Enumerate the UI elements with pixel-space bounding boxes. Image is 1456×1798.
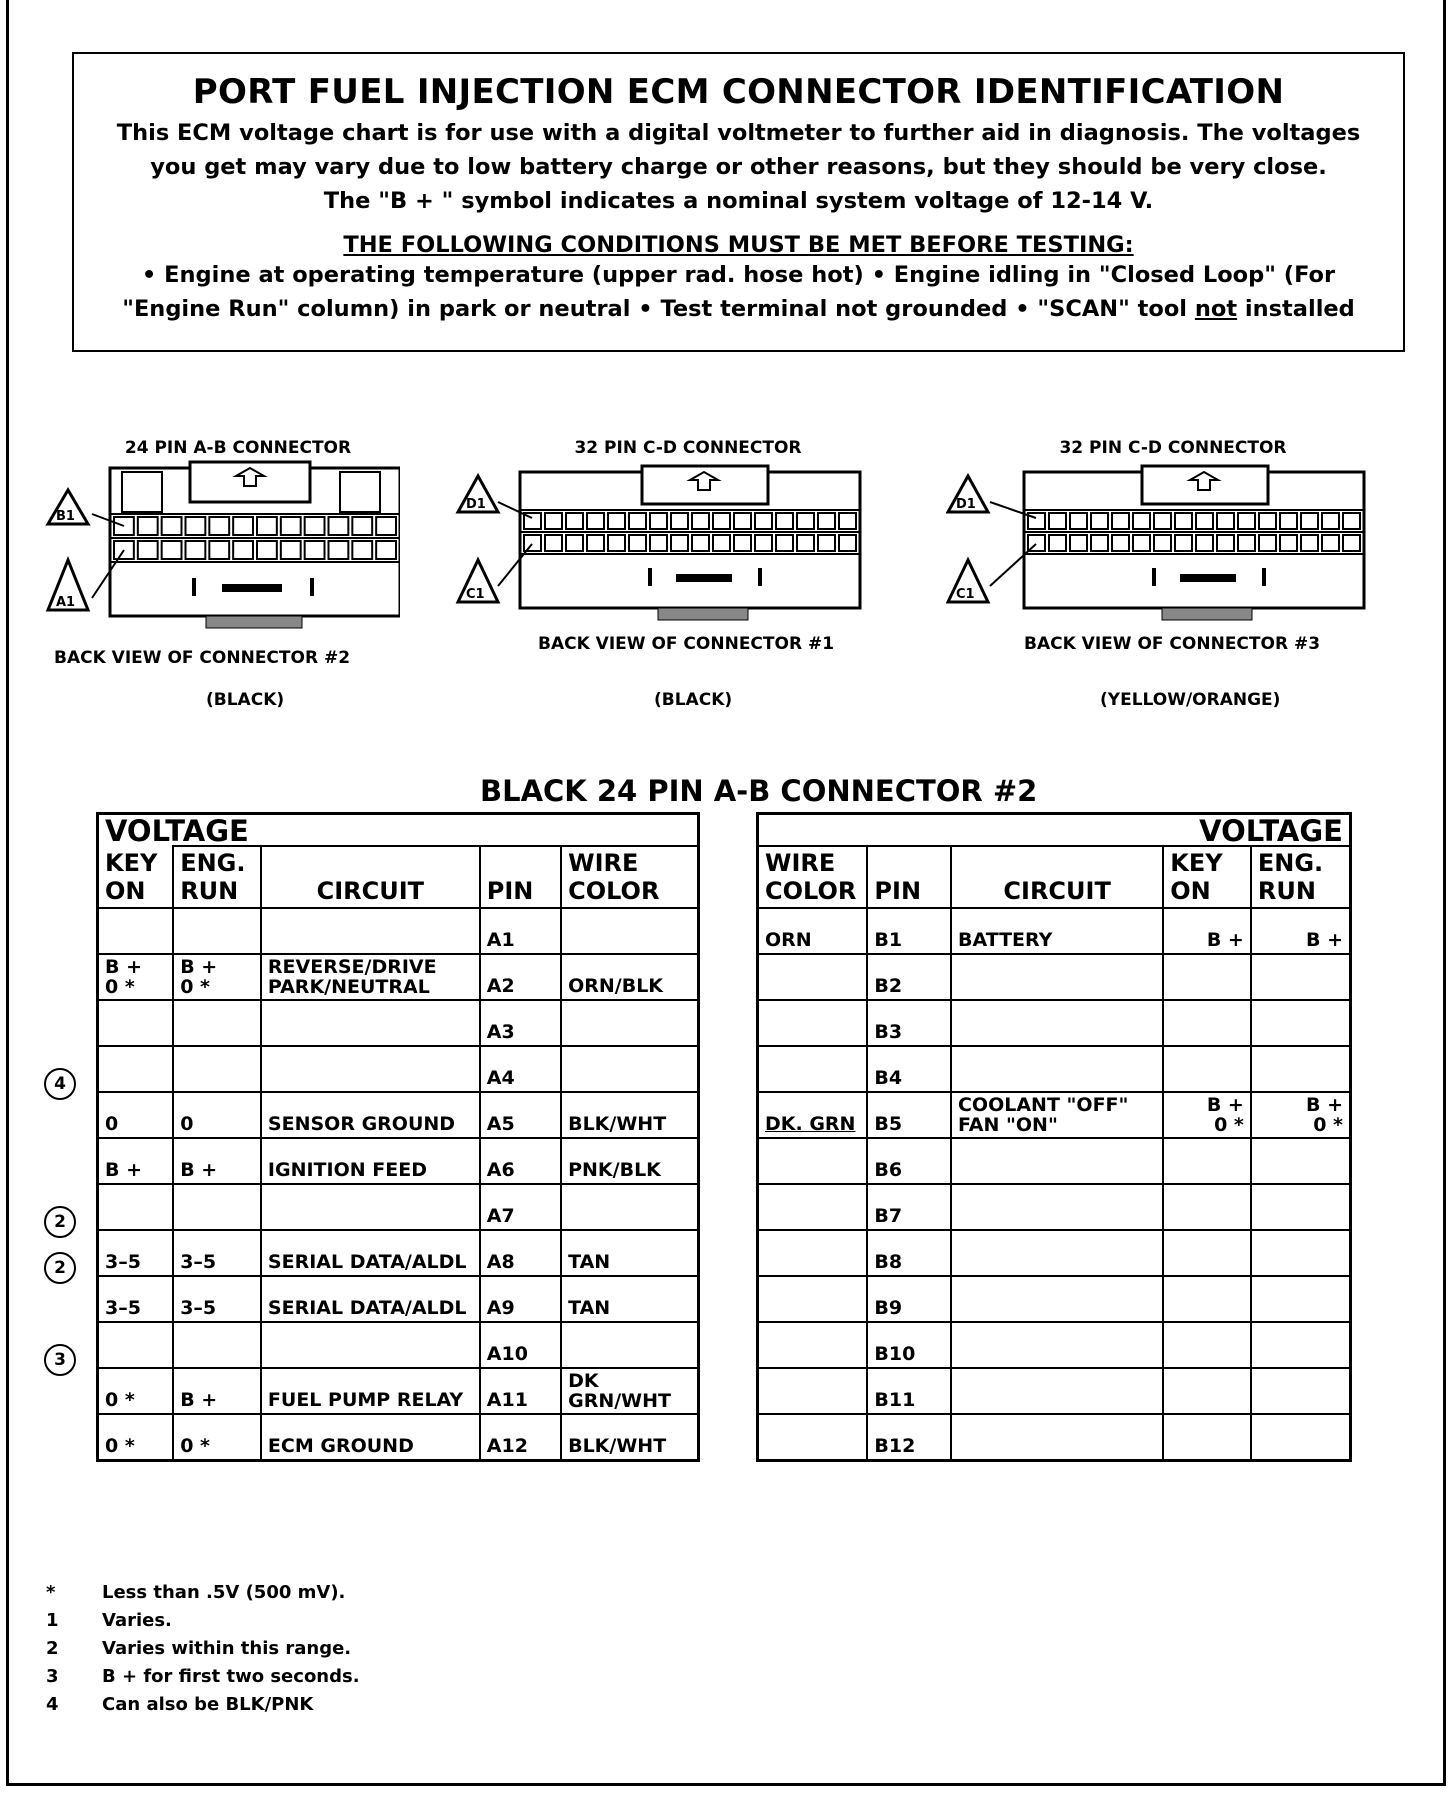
circuit-cell (951, 954, 1163, 1000)
pin-cell: A6 (480, 1138, 561, 1184)
pin-cell (1091, 535, 1108, 551)
circuit-cell: REVERSE/DRIVE PARK/NEUTRAL (261, 954, 480, 1000)
footnote-text: Varies. (102, 1610, 172, 1631)
pin-cell: A5 (480, 1092, 561, 1138)
key-on-cell (98, 908, 174, 954)
pin-cell (650, 513, 667, 529)
voltage-header: VOLTAGE (758, 814, 1351, 847)
eng-run-cell (1251, 1138, 1351, 1184)
pin-cell (734, 535, 751, 551)
conditions-line: • Engine at operating temperature (upper rad. hose hot) • Engine idling in "Closed Loop" (For (141, 262, 1336, 288)
pin-cell: B5 (867, 1092, 951, 1138)
table-row (98, 1322, 699, 1368)
pin-cell (329, 541, 349, 559)
table-row (98, 954, 699, 1000)
intro-line: you get may vary due to low battery charge or other reasons, but they should be very close. (150, 154, 1327, 180)
pin-cell (1070, 513, 1087, 529)
key-on-cell: 3–5 (98, 1230, 174, 1276)
circuit-cell (261, 1046, 480, 1092)
wire-cell (758, 1414, 868, 1461)
circuit-cell (951, 1276, 1163, 1322)
eng-run-cell (173, 1046, 261, 1092)
pin-cell (1343, 535, 1360, 551)
pin-cell (1301, 513, 1318, 529)
connector-color-label: (BLACK) (206, 690, 285, 710)
footnote-key: 1 (46, 1610, 59, 1631)
key-on-cell: B + 0 * (98, 954, 174, 1000)
pin-cell (1049, 513, 1066, 529)
pin-cell: A8 (480, 1230, 561, 1276)
key-on-cell (1163, 1414, 1251, 1461)
footnote (40, 1638, 360, 1666)
pin-cell (755, 535, 772, 551)
wire-cell: DK GRN/WHT (561, 1368, 698, 1414)
circuit-cell (261, 1322, 480, 1368)
table-row (758, 1414, 1351, 1461)
wire-cell (561, 1184, 698, 1230)
pin-cell (1217, 535, 1234, 551)
eng-run-cell: 0 (173, 1092, 261, 1138)
pin-cell (1280, 513, 1297, 529)
pin-cell (329, 517, 349, 535)
key-on-cell (1163, 1276, 1251, 1322)
footnote (40, 1694, 360, 1722)
table-row (98, 1414, 699, 1461)
key-on-cell (1163, 1046, 1251, 1092)
table-row (98, 1000, 699, 1046)
pin-cell (776, 535, 793, 551)
table-row (758, 1184, 1351, 1230)
pin-cell (233, 517, 253, 535)
wire-cell: TAN (561, 1276, 698, 1322)
wire-cell (561, 1046, 698, 1092)
pin-cell (376, 517, 396, 535)
table-row (758, 1276, 1351, 1322)
circuit-cell (261, 1184, 480, 1230)
key-on-cell: B + 0 * (1163, 1092, 1251, 1138)
eng-run-cell: B + (173, 1138, 261, 1184)
wire-cell (758, 1000, 868, 1046)
pin-cell (1280, 535, 1297, 551)
right-pin-table (756, 812, 1352, 1462)
pin-cell (818, 513, 835, 529)
pin-cell (1301, 535, 1318, 551)
pin-cell (524, 535, 541, 551)
pin-cell (839, 513, 856, 529)
pin-cell (305, 517, 325, 535)
footnote-key: 2 (46, 1638, 59, 1659)
key-on-cell: B + (98, 1138, 174, 1184)
pin-cell (1091, 513, 1108, 529)
pin-cell: B6 (867, 1138, 951, 1184)
wire-cell: PNK/BLK (561, 1138, 698, 1184)
eng-run-header: ENG. RUN (173, 846, 261, 908)
key-on-cell (1163, 1138, 1251, 1184)
wire-cell (758, 1046, 868, 1092)
pin-cell: B11 (867, 1368, 951, 1414)
connector-title: 24 PIN A-B CONNECTOR (124, 438, 352, 458)
pin-cell: A2 (480, 954, 561, 1000)
table-row (758, 1000, 1351, 1046)
circuit-cell (951, 1368, 1163, 1414)
pin-cell (839, 535, 856, 551)
pin-cell (608, 535, 625, 551)
pin-header: PIN (867, 846, 951, 908)
pin-cell (1238, 513, 1255, 529)
table-row (98, 1368, 699, 1414)
connector-color-label: (BLACK) (654, 690, 733, 710)
key-on-cell: 0 * (98, 1368, 174, 1414)
wire-color-header: WIRE COLOR (758, 846, 868, 908)
circuit-cell: SERIAL DATA/ALDL (261, 1230, 480, 1276)
pin-cell (776, 513, 793, 529)
pin-cell (162, 517, 182, 535)
footnote-key: * (46, 1582, 56, 1603)
footnote (40, 1582, 360, 1610)
pin-label-top: B1 (56, 509, 75, 524)
eng-run-cell (173, 1322, 261, 1368)
table-row (98, 1276, 699, 1322)
connector-color-label: (YELLOW/ORANGE) (1100, 690, 1281, 710)
footnote-key: 3 (46, 1666, 59, 1687)
pin-cell (1133, 513, 1150, 529)
circuit-cell (951, 1184, 1163, 1230)
pin-cell (692, 513, 709, 529)
pin-cell (376, 541, 396, 559)
footnote-text: Less than .5V (500 mV). (102, 1582, 346, 1603)
pin-cell (1322, 513, 1339, 529)
pin-cell (1175, 535, 1192, 551)
pin-cell: A11 (480, 1368, 561, 1414)
key-on-header: KEY ON (1163, 846, 1251, 908)
pin-cell (1217, 513, 1234, 529)
footnote-text: Varies within this range. (102, 1638, 352, 1659)
eng-run-cell: B + 0 * (173, 954, 261, 1000)
pin-cell (587, 513, 604, 529)
wire-cell (561, 1000, 698, 1046)
pin-cell (186, 541, 206, 559)
pin-cell (734, 513, 751, 529)
wire-cell: BLK/WHT (561, 1092, 698, 1138)
pin-label-top: D1 (466, 497, 486, 512)
note-circle: 4 (44, 1068, 76, 1100)
key-on-cell: 3–5 (98, 1276, 174, 1322)
pin-cell (713, 535, 730, 551)
wire-cell: ORN (758, 908, 868, 954)
note-circle: 2 (44, 1252, 76, 1284)
table-row (758, 1368, 1351, 1414)
note-circle: 3 (44, 1344, 76, 1376)
pin-cell (257, 517, 277, 535)
circuit-cell: SENSOR GROUND (261, 1092, 480, 1138)
wire-cell (561, 1322, 698, 1368)
circuit-cell: BATTERY (951, 908, 1163, 954)
pin-cell (566, 535, 583, 551)
conditions-title: THE FOLLOWING CONDITIONS MUST BE MET BEFORE TESTING: (343, 232, 1134, 258)
table-row (758, 908, 1351, 954)
key-on-cell (98, 1184, 174, 1230)
pin-cell (257, 541, 277, 559)
wire-cell: BLK/WHT (561, 1414, 698, 1461)
eng-run-cell: B + (173, 1368, 261, 1414)
circuit-cell (951, 1138, 1163, 1184)
eng-run-cell (1251, 1230, 1351, 1276)
pin-cell (1259, 535, 1276, 551)
wire-cell (758, 1276, 868, 1322)
pin-cell (209, 517, 229, 535)
circuit-cell (951, 1414, 1163, 1461)
eng-run-cell: 0 * (173, 1414, 261, 1461)
wire-cell (758, 954, 868, 1000)
footnotes (40, 1582, 360, 1722)
page-title: PORT FUEL INJECTION ECM CONNECTOR IDENTIFICATION (192, 72, 1285, 112)
pin-cell (1343, 513, 1360, 529)
connector-view-label: BACK VIEW OF CONNECTOR #1 (538, 634, 835, 654)
circuit-header: CIRCUIT (951, 846, 1163, 908)
pin-cell (352, 517, 372, 535)
pin-cell (352, 541, 372, 559)
pin-cell: A10 (480, 1322, 561, 1368)
pin-cell (1238, 535, 1255, 551)
key-on-cell (1163, 954, 1251, 1000)
pin-cell (671, 535, 688, 551)
wire-color-header: WIRE COLOR (561, 846, 698, 908)
pin-cell: B12 (867, 1414, 951, 1461)
pin-cell (1154, 513, 1171, 529)
circuit-cell (261, 1000, 480, 1046)
key-on-cell (98, 1322, 174, 1368)
intro-line: This ECM voltage chart is for use with a digital voltmeter to further aid in diagnosis. The voltages (116, 120, 1361, 146)
pin-cell (186, 517, 206, 535)
key-on-cell (1163, 1230, 1251, 1276)
pin-cell (692, 535, 709, 551)
key-on-header: KEY ON (98, 846, 174, 908)
eng-run-cell: B + 0 * (1251, 1092, 1351, 1138)
key-on-cell (1163, 1322, 1251, 1368)
pin-cell (1070, 535, 1087, 551)
eng-run-cell (1251, 1046, 1351, 1092)
pin-cell (281, 541, 301, 559)
key-on-cell (98, 1046, 174, 1092)
eng-run-cell (1251, 1184, 1351, 1230)
footnote (40, 1610, 360, 1638)
pin-cell (797, 513, 814, 529)
pin-cell (629, 535, 646, 551)
eng-run-cell (173, 1000, 261, 1046)
footnote-text: B + for first two seconds. (102, 1666, 360, 1687)
pin-cell (713, 513, 730, 529)
note-circle: 2 (44, 1206, 76, 1238)
key-on-cell (1163, 1000, 1251, 1046)
wire-cell: ORN/BLK (561, 954, 698, 1000)
pin-cell: B3 (867, 1000, 951, 1046)
pin-label-bottom: C1 (956, 587, 975, 602)
pin-cell (138, 541, 158, 559)
pin-cell (281, 517, 301, 535)
pin-cell: B9 (867, 1276, 951, 1322)
circuit-cell (261, 908, 480, 954)
wire-cell (758, 1184, 868, 1230)
pin-cell (1133, 535, 1150, 551)
circuit-cell: COOLANT "OFF" FAN "ON" (951, 1092, 1163, 1138)
circuit-cell (951, 1046, 1163, 1092)
table-row (98, 1184, 699, 1230)
key-on-cell (1163, 1184, 1251, 1230)
pin-cell: B1 (867, 908, 951, 954)
pin-cell (797, 535, 814, 551)
pin-cell (1175, 513, 1192, 529)
pin-cell: B2 (867, 954, 951, 1000)
pin-cell (671, 513, 688, 529)
eng-run-cell (1251, 1368, 1351, 1414)
eng-run-cell (173, 1184, 261, 1230)
pin-cell (1196, 513, 1213, 529)
circuit-cell: ECM GROUND (261, 1414, 480, 1461)
wire-cell (561, 908, 698, 954)
eng-run-cell (1251, 1000, 1351, 1046)
key-on-cell: 0 * (98, 1414, 174, 1461)
table-row (758, 1230, 1351, 1276)
eng-run-cell: 3–5 (173, 1276, 261, 1322)
pin-cell (305, 541, 325, 559)
key-on-cell (1163, 1368, 1251, 1414)
pin-cell: A4 (480, 1046, 561, 1092)
eng-run-header: ENG. RUN (1251, 846, 1351, 908)
circuit-cell (951, 1000, 1163, 1046)
wire-cell (758, 1368, 868, 1414)
pin-cell (209, 541, 229, 559)
footnote (40, 1666, 360, 1694)
wire-cell (758, 1322, 868, 1368)
connector-2-diagram (40, 432, 400, 732)
connector-3-diagram (946, 432, 1416, 732)
key-on-cell: 0 (98, 1092, 174, 1138)
connector-view-label: BACK VIEW OF CONNECTOR #2 (54, 648, 351, 668)
pin-cell: B4 (867, 1046, 951, 1092)
wire-cell (758, 1138, 868, 1184)
connector-title: 32 PIN C-D CONNECTOR (1059, 438, 1287, 458)
connector-1-drawing (448, 432, 868, 632)
intro-line: The "B + " symbol indicates a nominal system voltage of 12-14 V. (323, 188, 1154, 214)
pin-cell (629, 513, 646, 529)
circuit-cell: SERIAL DATA/ALDL (261, 1276, 480, 1322)
pin-cell (1049, 535, 1066, 551)
eng-run-cell (1251, 1322, 1351, 1368)
pin-cell (608, 513, 625, 529)
connector-view-label: BACK VIEW OF CONNECTOR #3 (1024, 634, 1321, 654)
pin-cell (818, 535, 835, 551)
pin-cell: A7 (480, 1184, 561, 1230)
pin-cell: A9 (480, 1276, 561, 1322)
pin-cell: B8 (867, 1230, 951, 1276)
pin-cell: B7 (867, 1184, 951, 1230)
eng-run-cell (1251, 954, 1351, 1000)
pin-cell: B10 (867, 1322, 951, 1368)
table-row (98, 1230, 699, 1276)
pin-cell (650, 535, 667, 551)
table-row (98, 1092, 699, 1138)
connector-1-diagram (448, 432, 868, 732)
eng-run-cell (1251, 1414, 1351, 1461)
pin-header: PIN (480, 846, 561, 908)
table-row (758, 1046, 1351, 1092)
footnote-text: Can also be BLK/PNK (102, 1694, 314, 1715)
pin-cell (1112, 535, 1129, 551)
pin-cell (587, 535, 604, 551)
eng-run-cell: 3–5 (173, 1230, 261, 1276)
voltage-header: VOLTAGE (105, 814, 249, 848)
wire-cell: TAN (561, 1230, 698, 1276)
pin-cell: A12 (480, 1414, 561, 1461)
pin-cell (162, 541, 182, 559)
eng-run-cell (1251, 1276, 1351, 1322)
pin-cell: A3 (480, 1000, 561, 1046)
table-row (98, 1046, 699, 1092)
pin-cell (755, 513, 772, 529)
table-row (758, 954, 1351, 1000)
left-pin-table (96, 812, 700, 1462)
wire-cell (758, 1230, 868, 1276)
pin-label-bottom: A1 (56, 595, 76, 610)
pin-label-top: D1 (956, 497, 976, 512)
connector-title: 32 PIN C-D CONNECTOR (574, 438, 802, 458)
pin-cell (1154, 535, 1171, 551)
table-row (758, 1322, 1351, 1368)
pin-cell (1322, 535, 1339, 551)
eng-run-cell (173, 908, 261, 954)
circuit-cell: FUEL PUMP RELAY (261, 1368, 480, 1414)
wire-cell: DK. GRN (758, 1092, 868, 1138)
connector-3-drawing (946, 432, 1416, 632)
connector-2-drawing (40, 432, 400, 632)
intro-text (74, 116, 1403, 218)
pin-cell (545, 535, 562, 551)
key-on-cell: B + (1163, 908, 1251, 954)
table-row (98, 908, 699, 954)
header-box (72, 52, 1405, 352)
pin-cell (138, 517, 158, 535)
table-row (758, 1092, 1351, 1138)
pin-label-bottom: C1 (466, 587, 485, 602)
pin-cell: A1 (480, 908, 561, 954)
table-title: BLACK 24 PIN A-B CONNECTOR #2 (480, 774, 1038, 808)
conditions-line: "Engine Run" column) in park or neutral • Test terminal not grounded • "SCAN" tool not installed (122, 296, 1355, 322)
circuit-header: CIRCUIT (261, 846, 480, 908)
circuit-cell (951, 1230, 1163, 1276)
circuit-cell (951, 1322, 1163, 1368)
pin-cell (1112, 513, 1129, 529)
table-row (758, 1138, 1351, 1184)
pin-cell (1196, 535, 1213, 551)
pin-cell (566, 513, 583, 529)
eng-run-cell: B + (1251, 908, 1351, 954)
key-on-cell (98, 1000, 174, 1046)
table-row (98, 1138, 699, 1184)
pin-cell (233, 541, 253, 559)
circuit-cell: IGNITION FEED (261, 1138, 480, 1184)
footnote-key: 4 (46, 1694, 59, 1715)
conditions-text (74, 258, 1403, 326)
pin-cell (1259, 513, 1276, 529)
pin-cell (545, 513, 562, 529)
